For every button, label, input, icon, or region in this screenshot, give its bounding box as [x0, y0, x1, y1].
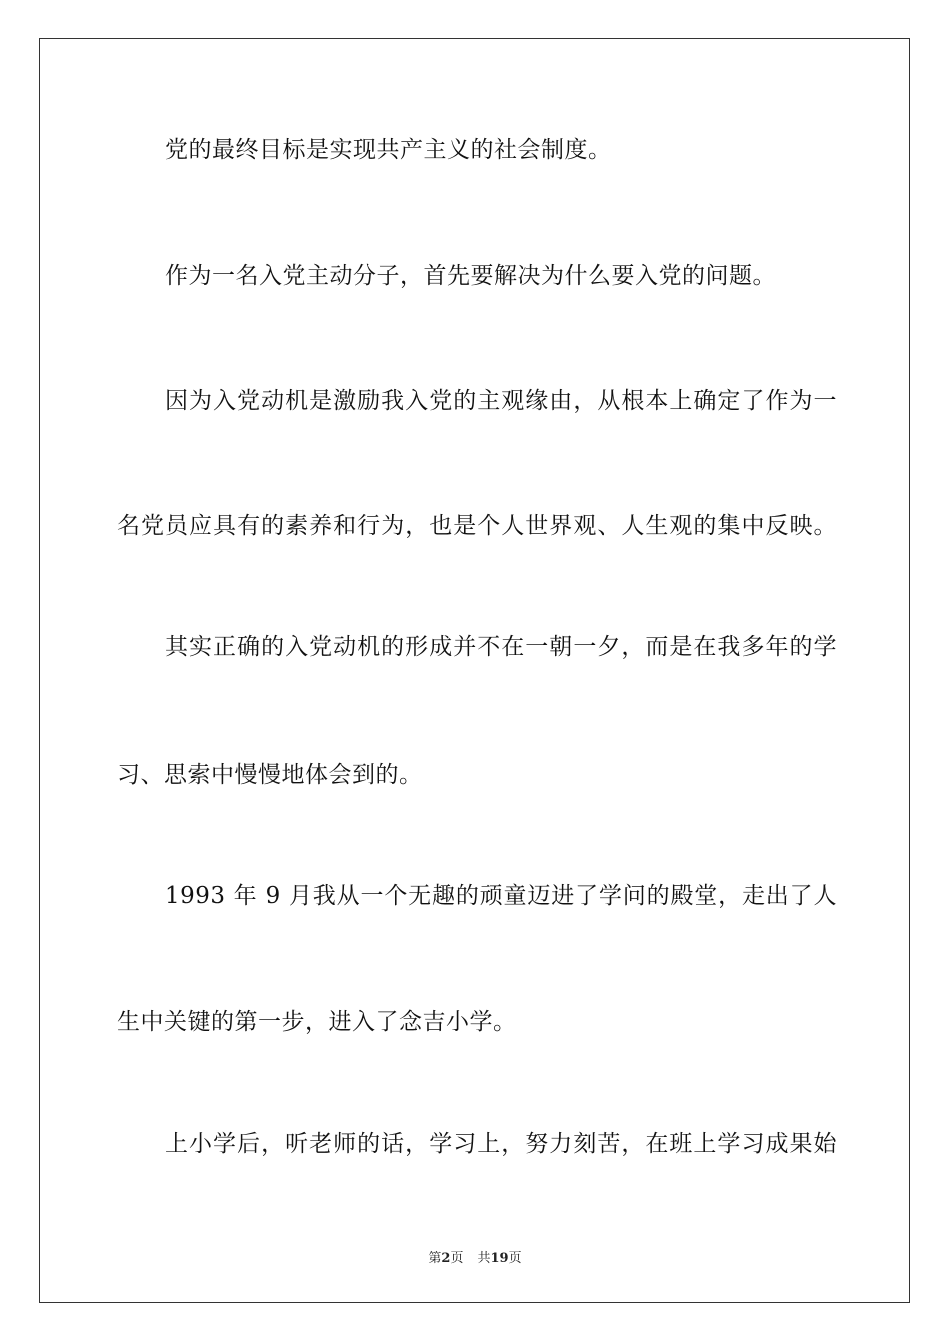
- page-suffix: 页: [450, 1251, 464, 1266]
- total-suffix: 页: [508, 1251, 522, 1266]
- text-line: 上小学后，听老师的话，学习上，努力刻苦，在班上学习成果始: [165, 1131, 837, 1157]
- page-footer: [0, 1247, 950, 1266]
- text-line: 作为一名入党主动分子，首先要解决为什么要入党的问题。: [165, 263, 776, 289]
- text-line: 名党员应具有的素养和行为，也是个人世界观、人生观的集中反映。: [117, 513, 837, 539]
- page-number: 2: [441, 1251, 451, 1266]
- text-line: 因为入党动机是激励我入党的主观缘由，从根本上确定了作为一: [165, 388, 837, 414]
- total-pages: 19: [490, 1251, 509, 1266]
- page-prefix: 第: [428, 1251, 442, 1266]
- page-border: [39, 38, 910, 1303]
- text-line: 党的最终目标是实现共产主义的社会制度。: [165, 137, 612, 163]
- text-line: 1993 年 9 月我从一个无趣的顽童迈进了学问的殿堂，走出了人: [165, 883, 837, 909]
- text-line: 习、思索中慢慢地体会到的。: [117, 762, 423, 788]
- text-line: 生中关键的第一步，进入了念吉小学。: [117, 1009, 517, 1035]
- text-line: 其实正确的入党动机的形成并不在一朝一夕，而是在我多年的学: [165, 634, 837, 660]
- total-prefix: 共: [477, 1251, 491, 1266]
